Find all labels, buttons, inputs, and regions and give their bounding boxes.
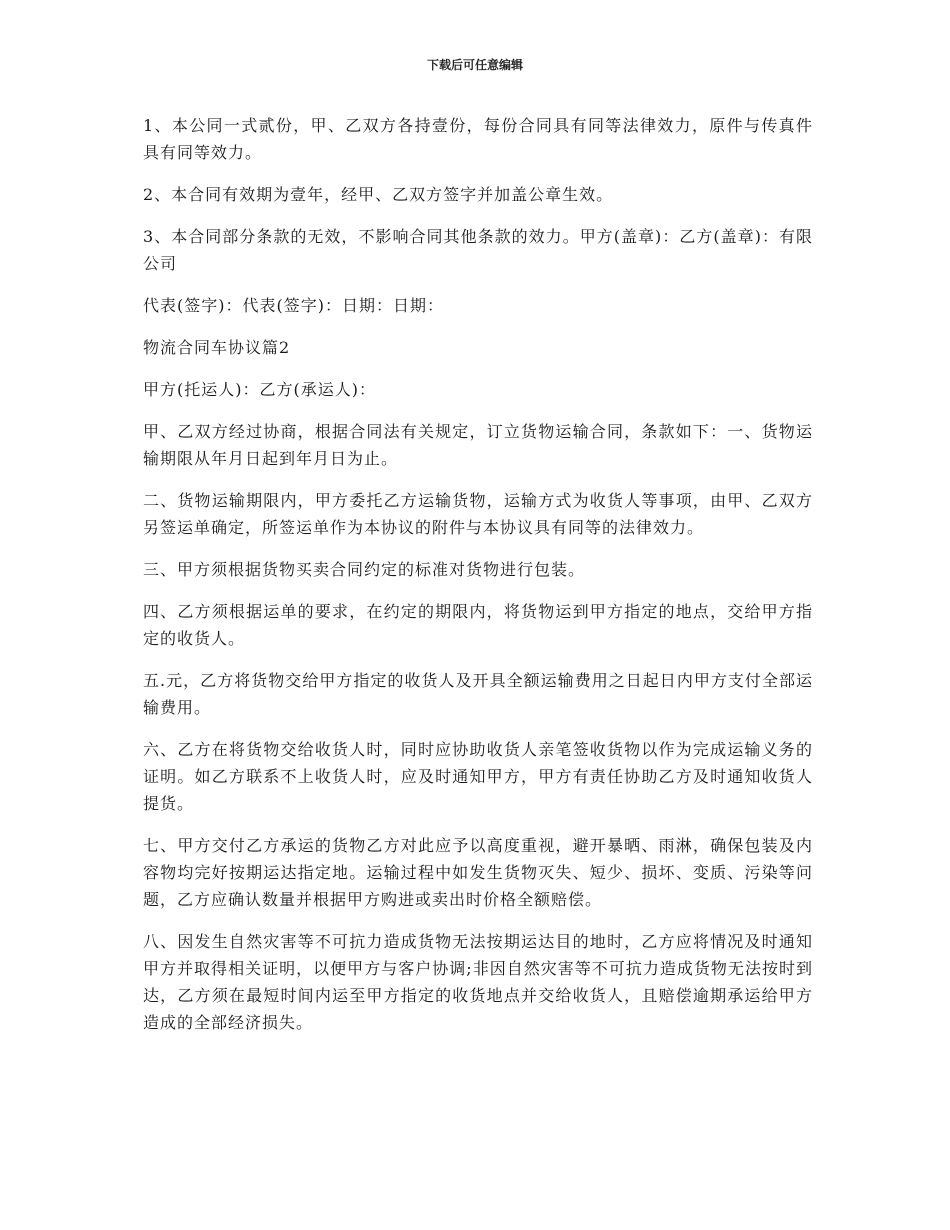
paragraph-1: 1、本公同一式贰份，甲、乙双方各持壹份，每份合同具有同等法律效力，原件与传真件具有同等效力。 [143,116,813,162]
clause-2: 二、货物运输期限内，甲方委托乙方运输货物，运输方式为收货人等事项，由甲、乙双方另签运单确定，所签运单作为本协议的附件与本协议具有同等的法律效力。 [143,491,813,537]
clause-8: 八、因发生自然灾害等不可抗力造成货物无法按期运达目的地时，乙方应将情况及时通知甲方并取得相关证明，以便甲方与客户协调;非因自然灾害等不可抗力造成货物无法按时到达，乙方须在最短时间内运至甲方指定的收货地点并交给收货人，且赔偿逾期承运给甲方造成的全部经济损失。 [143,932,813,1032]
paragraph-4: 代表(签字)：代表(签字)：日期：日期： [143,296,444,315]
clause-5: 五.元，乙方将货物交给甲方指定的收货人及开具全额运输费用之日起日内甲方支付全部运输费用。 [143,671,813,717]
paragraph-parties: 甲方(托运人)：乙方(承运人)： [143,380,376,399]
paragraph-3: 3、本合同部分条款的无效，不影响合同其他条款的效力。甲方(盖章)：乙方(盖章)：有限公司 [143,227,813,273]
section-title: 物流合同车协议篇2 [143,338,291,357]
clause-7: 七、甲方交付乙方承运的货物乙方对此应予以高度重视，避开暴晒、雨淋，确保包装及内容物均完好按期运达指定地。运输过程中如发生货物灭失、短少、损坏、变质、污染等问题，乙方应确认数量并根据甲方购进或卖出时价格全额赔偿。 [143,836,813,909]
paragraph-intro: 甲、乙双方经过协商，根据合同法有关规定，订立货物运输合同，条款如下：一、货物运输期限从年月日起到年月日为止。 [143,422,813,468]
clause-3: 三、甲方须根据货物买卖合同约定的标准对货物进行包装。 [143,560,586,579]
paragraph-2: 2、本合同有效期为壹年，经甲、乙双方签字并加盖公章生效。 [143,185,614,204]
clause-6: 六、乙方在将货物交给收货人时，同时应协助收货人亲笔签收货物以作为完成运输义务的证明。如乙方联系不上收货人时，应及时通知甲方，甲方有责任协助乙方及时通知收货人提货。 [143,740,813,813]
page-header-note: 下载后可任意编辑 [426,58,523,72]
clause-4: 四、乙方须根据运单的要求，在约定的期限内，将货物运到甲方指定的地点，交给甲方指定的收货人。 [143,602,813,648]
document-body [143,112,813,1051]
